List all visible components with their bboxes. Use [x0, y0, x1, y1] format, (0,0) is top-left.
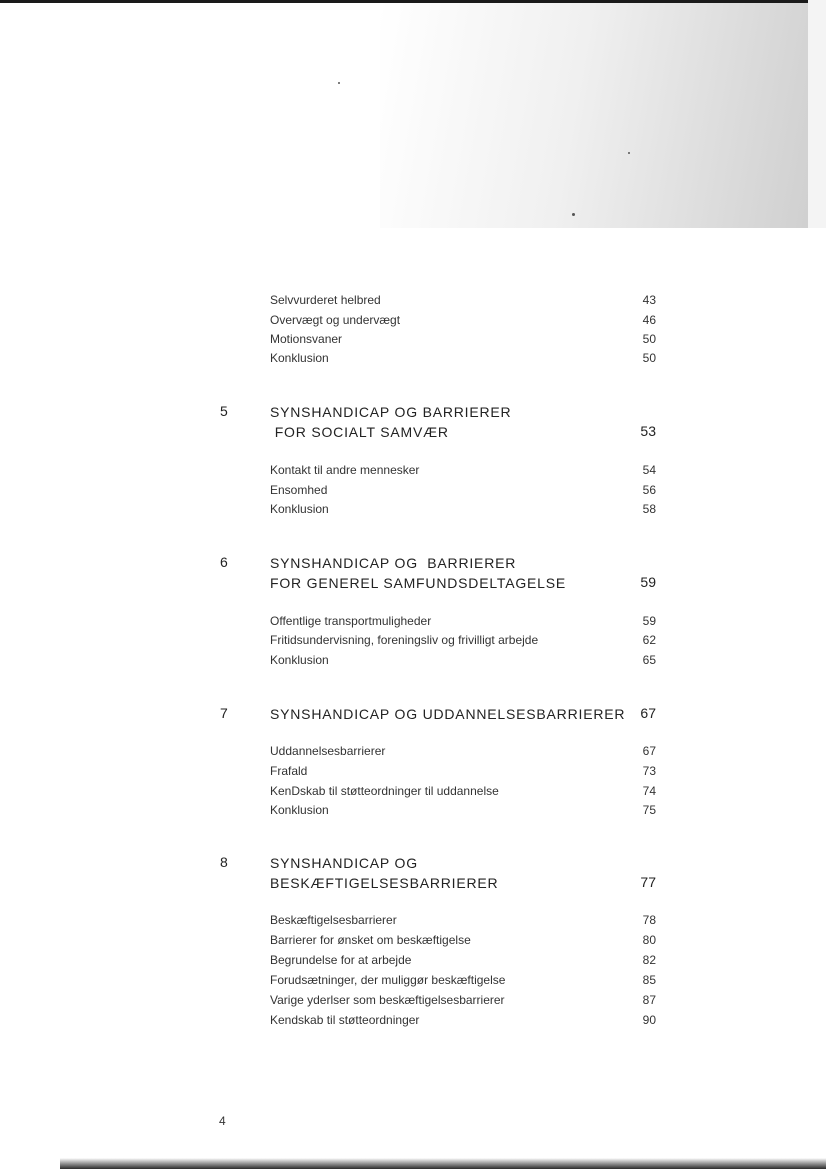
chapter-title-line: SYNSHANDICAP OG BARRIERER [270, 555, 517, 571]
chapter-title-line: BESKÆFTIGELSESBARRIERER [270, 875, 499, 891]
toc-entry-page: 62 [642, 633, 656, 647]
toc-entry-title: Offentlige transportmuligheder [270, 614, 432, 628]
toc-entry [270, 952, 656, 968]
toc-entry-title: Konklusion [270, 502, 329, 516]
toc-entry [270, 743, 656, 759]
toc-entry-title: Konklusion [270, 653, 329, 667]
toc-entry [270, 972, 656, 988]
toc-entry-title: Konklusion [270, 351, 329, 365]
chapter-title-line: FOR GENEREL SAMFUNDSDELTAGELSE [270, 575, 567, 591]
toc-entry [270, 482, 656, 498]
toc-entry-title: Konklusion [270, 803, 329, 817]
toc-entry-title: Ensomhed [270, 483, 328, 497]
chapter-title-line: FOR SOCIALT SAMVÆR [270, 424, 449, 440]
toc-entry-title: Forudsætninger, der muliggør beskæftigelse [270, 973, 506, 987]
toc-entry-page: 50 [642, 351, 656, 365]
toc-entry-title: Selvvurderet helbred [270, 293, 381, 307]
toc-entry [270, 350, 656, 366]
toc-entry [270, 932, 656, 948]
toc-entry [270, 613, 656, 629]
chapter-page: 67 [640, 705, 656, 721]
toc-entry-page: 80 [642, 933, 656, 947]
toc-entry-title: Fritidsundervisning, foreningsliv og frivilligt arbejde [270, 633, 539, 647]
toc-entry [270, 992, 656, 1008]
chapter-number: 5 [220, 403, 228, 419]
toc-entry [270, 632, 656, 648]
toc-entry [270, 783, 656, 799]
toc-entry [270, 763, 656, 779]
toc-entry-page: 46 [642, 313, 656, 327]
chapter-page: 53 [640, 423, 656, 439]
toc-entry-title: Overvægt og undervægt [270, 313, 401, 327]
toc-entry-title: Uddannelsesbarrierer [270, 744, 386, 758]
toc-entry-page: 75 [642, 803, 656, 817]
toc-entry [270, 462, 656, 478]
toc-entry-page: 54 [642, 463, 656, 477]
toc-entry-page: 87 [642, 993, 656, 1007]
chapter-number: 6 [220, 554, 228, 570]
toc-entry-page: 74 [642, 784, 656, 798]
toc-entry-title: Varige yderlser som beskæftigelsesbarrierer [270, 993, 505, 1007]
toc-entry-title: Motionsvaner [270, 332, 343, 346]
toc-entry [270, 501, 656, 517]
toc-entry-title: Barrierer for ønsket om beskæftigelse [270, 933, 471, 947]
chapter-number: 7 [220, 705, 228, 721]
chapter-number: 8 [220, 854, 228, 870]
toc-entry-page: 85 [642, 973, 656, 987]
toc-entry-title: KenDskab til støtteordninger til uddannelse [270, 784, 499, 798]
toc-entry [270, 652, 656, 668]
toc-entry-page: 43 [642, 293, 656, 307]
toc-entry-page: 67 [642, 744, 656, 758]
page-number: 4 [219, 1114, 226, 1128]
toc-entry-page: 58 [642, 502, 656, 516]
toc-entry-page: 82 [642, 953, 656, 967]
chapter-title-line: SYNSHANDICAP OG [270, 855, 418, 871]
toc-entry-page: 78 [642, 913, 656, 927]
toc-entry-page: 56 [642, 483, 656, 497]
toc-entry-title: Beskæftigelsesbarrierer [270, 913, 397, 927]
chapter-page: 77 [640, 874, 656, 890]
toc-entry-page: 59 [642, 614, 656, 628]
toc-entry [270, 331, 656, 347]
toc-entry [270, 292, 656, 308]
toc-entry-page: 50 [642, 332, 656, 346]
toc-entry-page: 90 [642, 1013, 656, 1027]
toc-entry [270, 912, 656, 928]
toc-entry-page: 73 [642, 764, 656, 778]
toc-entry-page: 65 [642, 653, 656, 667]
toc-entry [270, 802, 656, 818]
toc-entry-title: Kontakt til andre mennesker [270, 463, 420, 477]
toc-entry-title: Frafald [270, 764, 308, 778]
toc-entry [270, 1012, 656, 1028]
toc-entry-title: Kendskab til støtteordninger [270, 1013, 420, 1027]
chapter-page: 59 [640, 574, 656, 590]
toc-entry [270, 312, 656, 328]
chapter-title-line: SYNSHANDICAP OG BARRIERER [270, 404, 512, 420]
chapter-title-line: SYNSHANDICAP OG UDDANNELSESBARRIERER [270, 706, 626, 722]
toc-entry-title: Begrundelse for at arbejde [270, 953, 412, 967]
